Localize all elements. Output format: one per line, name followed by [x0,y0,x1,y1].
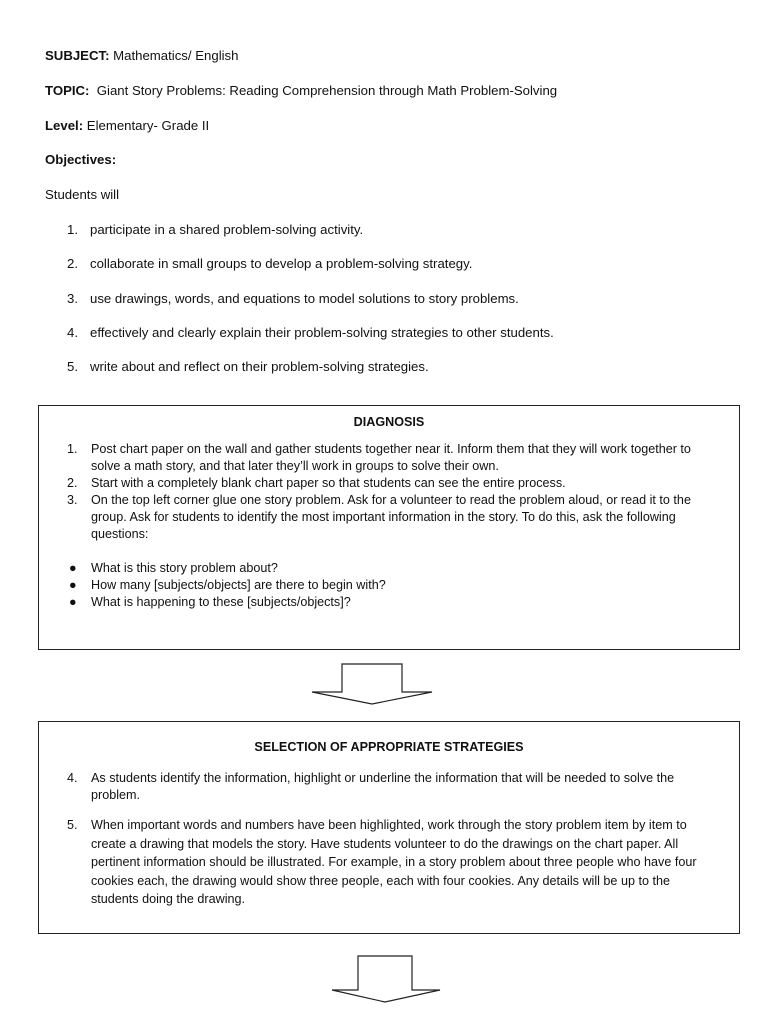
selection-steps [39,770,739,909]
down-arrow-icon [330,955,442,1003]
diagnosis-questions [39,560,739,611]
level-line [45,117,209,135]
objectives-list [45,221,554,392]
down-arrow-icon [310,663,434,705]
list-text: Start with a completely blank chart paper so that students can see the entire process. [91,476,566,490]
topic-value: Giant Story Problems: Reading Comprehension through Math Problem-Solving [89,83,558,98]
list-item [45,290,554,324]
list-item [45,324,554,358]
list-number: 4. [67,771,78,785]
level-label: Level: [45,118,84,133]
list-text: effectively and clearly explain their problem-solving strategies to other students. [90,324,554,340]
diagnosis-title: DIAGNOSIS [353,415,425,429]
diagnosis-box [38,405,740,650]
list-number: 5. [67,818,78,832]
list-item [39,577,739,594]
list-item [45,221,554,255]
level-value: Elementary- Grade II [83,118,210,133]
topic-line [45,82,557,100]
list-item [39,475,739,492]
list-item [39,770,739,804]
list-text: When important words and numbers have been highlighted, work through the story problem item by item to create a drawing that models the story. Have students volunteer to do the drawings on the chart paper. All pertinent information should be illustrated. For example, in a story problem about three people who have four cookies each, the drawing would show three people, each with four cookies. Any details will be up to the students doing the drawing. [91,818,697,906]
diagnosis-steps [39,441,739,543]
list-text: use drawings, words, and equations to model solutions to story problems. [90,290,519,306]
list-text: write about and reflect on their problem-solving strategies. [90,359,429,375]
list-item [39,594,739,611]
objectives-heading: Objectives: [45,152,117,167]
bullet-icon: ● [69,595,77,609]
list-item [39,492,739,543]
list-number: 3. [67,290,78,306]
list-item [39,816,739,909]
list-item [39,560,739,577]
list-number: 1. [67,222,78,237]
list-text: What is happening to these [subjects/objects]? [91,595,351,609]
list-text: Post chart paper on the wall and gather students together near it. Inform them that they will work together to solve a math story, and that later they’ll work in groups to solve their own. [91,442,691,473]
topic-label: TOPIC: [45,83,90,98]
selection-title: SELECTION OF APPROPRIATE STRATEGIES [254,740,524,754]
list-number: 4. [67,324,78,340]
list-text: What is this story problem about? [91,561,278,575]
list-text: How many [subjects/objects] are there to begin with? [91,578,386,592]
list-number: 5. [67,359,78,375]
list-number: 1. [67,442,78,456]
subject-value: Mathematics/ English [109,48,239,63]
list-number: 2. [67,256,78,272]
list-item [45,358,554,392]
subject-label: SUBJECT: [45,48,110,63]
bullet-icon: ● [69,578,77,592]
list-text: As students identify the information, highlight or underline the information that will be needed to solve the problem. [91,771,675,802]
bullet-icon: ● [69,561,77,575]
subject-line [45,47,238,65]
selection-box [38,721,740,934]
list-text: collaborate in small groups to develop a problem-solving strategy. [90,256,473,272]
list-number: 2. [67,476,78,490]
list-item [39,441,739,475]
list-text: On the top left corner glue one story problem. Ask for a volunteer to read the problem aloud, or read it to the group. Ask for students to identify the most important information in the story. To do this, ask the following questions: [91,493,691,541]
objectives-intro: Students will [45,187,120,202]
list-text: participate in a shared problem-solving activity. [90,222,364,237]
list-number: 3. [67,493,78,507]
list-item [45,255,554,289]
